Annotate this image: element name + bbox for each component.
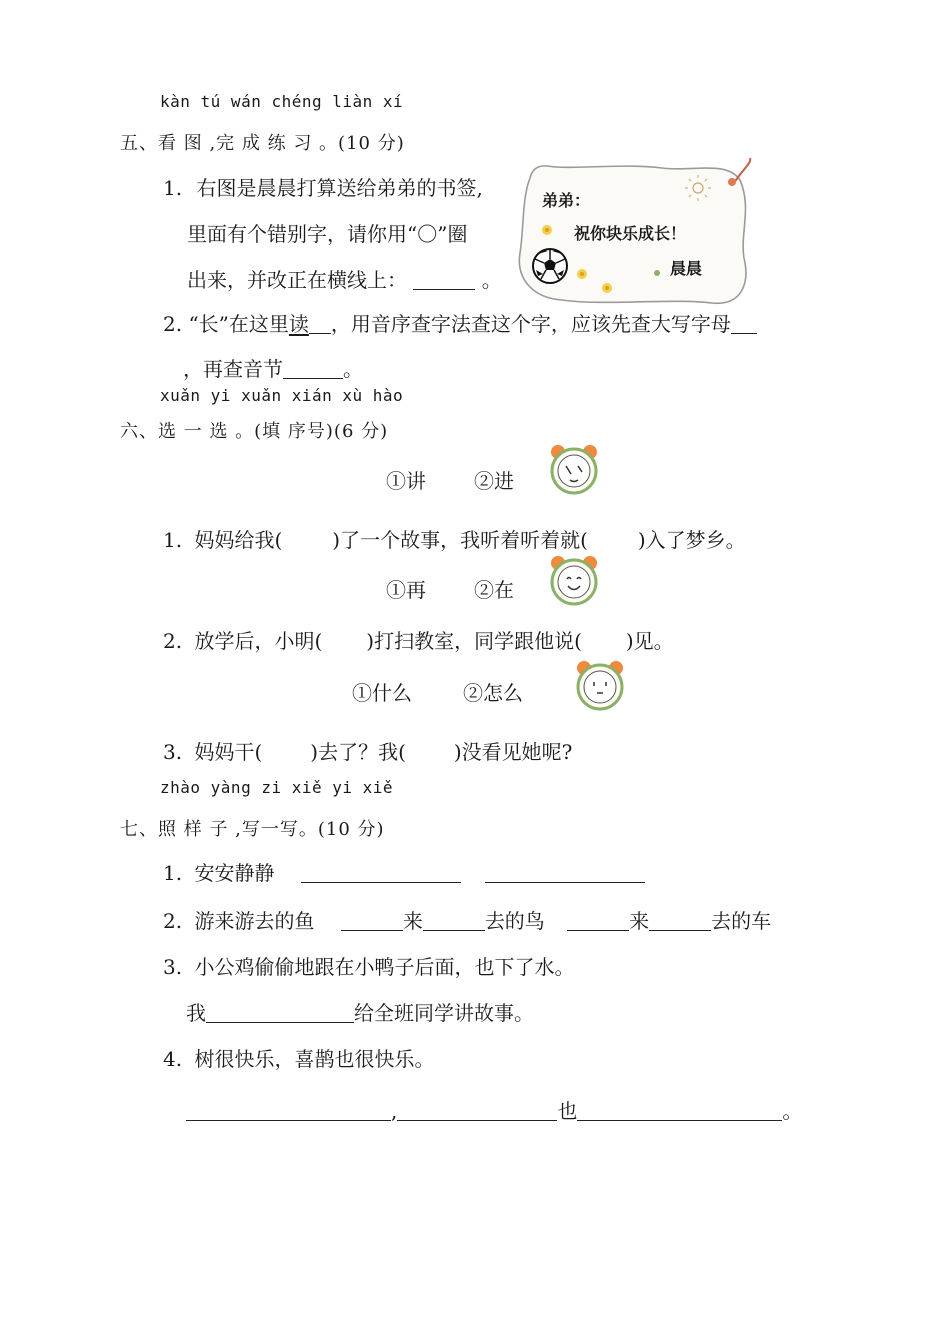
s7-q3-number: 3. (163, 955, 183, 979)
s6-g3-question (163, 736, 572, 765)
s5-q2-part1: “长”在这里 (188, 312, 289, 336)
s6-g3-part-c: )没看见她呢? (453, 740, 573, 764)
s7-q2-blank-2[interactable] (423, 929, 485, 931)
s5-q2-blank-letter[interactable] (731, 332, 757, 334)
s5-q1-text-line1: 右图是晨晨打算送给弟弟的书签, (196, 176, 483, 200)
alarm-clock-icon (570, 660, 630, 712)
s5-q2-part2: ，用音序查字法查这个字，应该先查大写字母 (330, 312, 731, 336)
bookmark-tassel (734, 158, 750, 183)
s5-q1-end: 。 (481, 268, 502, 292)
bookmark-message: 祝你块乐成长！ (574, 224, 687, 243)
s6-g2-option-2: ②在 (474, 578, 514, 602)
s7-q3-wo: 我 (186, 1001, 206, 1025)
s5-q1-line1 (163, 172, 483, 201)
section5-heading: 五、看 图 ,完 成 练 习 。(10 分) (120, 133, 405, 154)
s5-q1-text-line3: 出来，并改正在横线上： (187, 268, 407, 292)
s6-g1-part-c: )入了梦乡。 (637, 528, 746, 552)
s7-q1-blank-2[interactable] (485, 881, 645, 883)
s7-q4-blank-3[interactable] (577, 1119, 782, 1121)
s7-q2-blank-4[interactable] (649, 929, 711, 931)
s6-g3-option-1: ①什么 (352, 681, 412, 705)
s6-g2-part-b: )打扫教室，同学跟他说( (366, 629, 582, 653)
s7-q4-blank-1[interactable] (186, 1119, 391, 1121)
s6-g3-part-b: )去了？我( (310, 740, 406, 764)
bookmark-recipient: 弟弟： (542, 191, 591, 210)
s7-q4-line2 (186, 1095, 802, 1124)
s7-q4-comma: , (391, 1099, 398, 1123)
s5-q2-line1 (163, 308, 757, 337)
s5-q2-number: 2. (163, 312, 183, 336)
s7-q2-lai-2: 来 (629, 909, 650, 933)
s7-q4-end: 。 (782, 1099, 803, 1123)
s5-q1-number: 1. (163, 176, 183, 200)
s6-g2-part-c: )见。 (625, 629, 674, 653)
s5-q2-blank-syllable[interactable] (283, 377, 343, 379)
s7-q2-example: 游来游去的鱼 (194, 909, 315, 933)
s5-q2-blank-reading[interactable] (309, 332, 331, 334)
s7-q3-blank[interactable] (206, 1021, 354, 1023)
s7-q2 (163, 905, 771, 934)
s5-q2-line2-text: ，再查音节 (183, 357, 283, 381)
s6-g1-option-2: ②进 (474, 469, 514, 493)
s5-q1-answer-blank[interactable] (413, 288, 475, 290)
s7-q1-example: 安安静静 (194, 861, 275, 885)
s7-q3-line2-text: 给全班同学讲故事。 (354, 1001, 534, 1025)
s6-g1-part-a: 妈妈给我( (194, 528, 283, 552)
bookmark-tassel-knot (728, 178, 736, 186)
s7-q2-blank-3[interactable] (567, 929, 629, 931)
s5-q2-underlined-char: 读 (288, 312, 309, 336)
bookmark-signature: 晨晨 (670, 259, 703, 278)
s6-g3-number: 3. (163, 740, 183, 764)
s6-g3-option-2: ②怎么 (463, 681, 523, 705)
s7-q2-bird-text: 去的鸟 (484, 909, 545, 933)
s7-q4-example: 树很快乐，喜鹊也很快乐。 (194, 1047, 435, 1071)
s5-q2-end: 。 (343, 357, 363, 381)
s5-q2-line2 (183, 353, 363, 382)
alarm-clock-icon (544, 444, 604, 496)
s6-g2-question (163, 625, 674, 654)
s6-g2-option-1: ①再 (386, 578, 426, 602)
s7-q2-blank-1[interactable] (341, 929, 403, 931)
alarm-clock-icon (544, 555, 604, 607)
s7-q4-number: 4. (163, 1047, 183, 1071)
s7-q2-lai-1: 来 (402, 909, 423, 933)
s7-q3-example: 小公鸡偷偷地跟在小鸭子后面，也下了水。 (194, 955, 575, 979)
s6-g1-option-1: ①讲 (386, 469, 426, 493)
s7-q1-blank-1[interactable] (301, 881, 461, 883)
s7-q2-car-text: 去的车 (711, 909, 772, 933)
bookmark-picture (512, 158, 757, 308)
section6-heading: 六、选 一 选 。(填 序号)(6 分) (120, 421, 389, 442)
soccer-ball-icon (533, 249, 567, 283)
s6-g3-part-a: 妈妈干( (194, 740, 263, 764)
section5-pinyin: kàn tú wán chéng liàn xí (160, 92, 404, 111)
section7-pinyin: zhào yàng zi xiě yi xiě (160, 778, 394, 797)
s7-q4 (163, 1043, 434, 1072)
s5-q1-line3 (187, 264, 502, 293)
s7-q3 (163, 951, 574, 980)
section6-pinyin: xuǎn yi xuǎn xián xù hào (160, 386, 404, 405)
s6-g2-part-a: 放学后，小明( (194, 629, 323, 653)
s6-g1-number: 1. (163, 528, 183, 552)
section7-heading: 七、照 样 子 ,写一写。(10 分) (120, 819, 385, 840)
s7-q1 (163, 857, 645, 886)
s6-g1-part-b: )了一个故事，我听着听着就( (332, 528, 588, 552)
s7-q4-blank-2[interactable] (397, 1119, 557, 1121)
s7-q1-number: 1. (163, 861, 183, 885)
s7-q4-ye: 也 (557, 1099, 578, 1123)
s6-g1-question (163, 524, 746, 553)
s6-g2-number: 2. (163, 629, 183, 653)
s7-q3-line2 (186, 997, 534, 1026)
s7-q2-number: 2. (163, 909, 183, 933)
s5-q1-text-line2: 里面有个错别字，请你用“〇”圈 (187, 222, 468, 246)
